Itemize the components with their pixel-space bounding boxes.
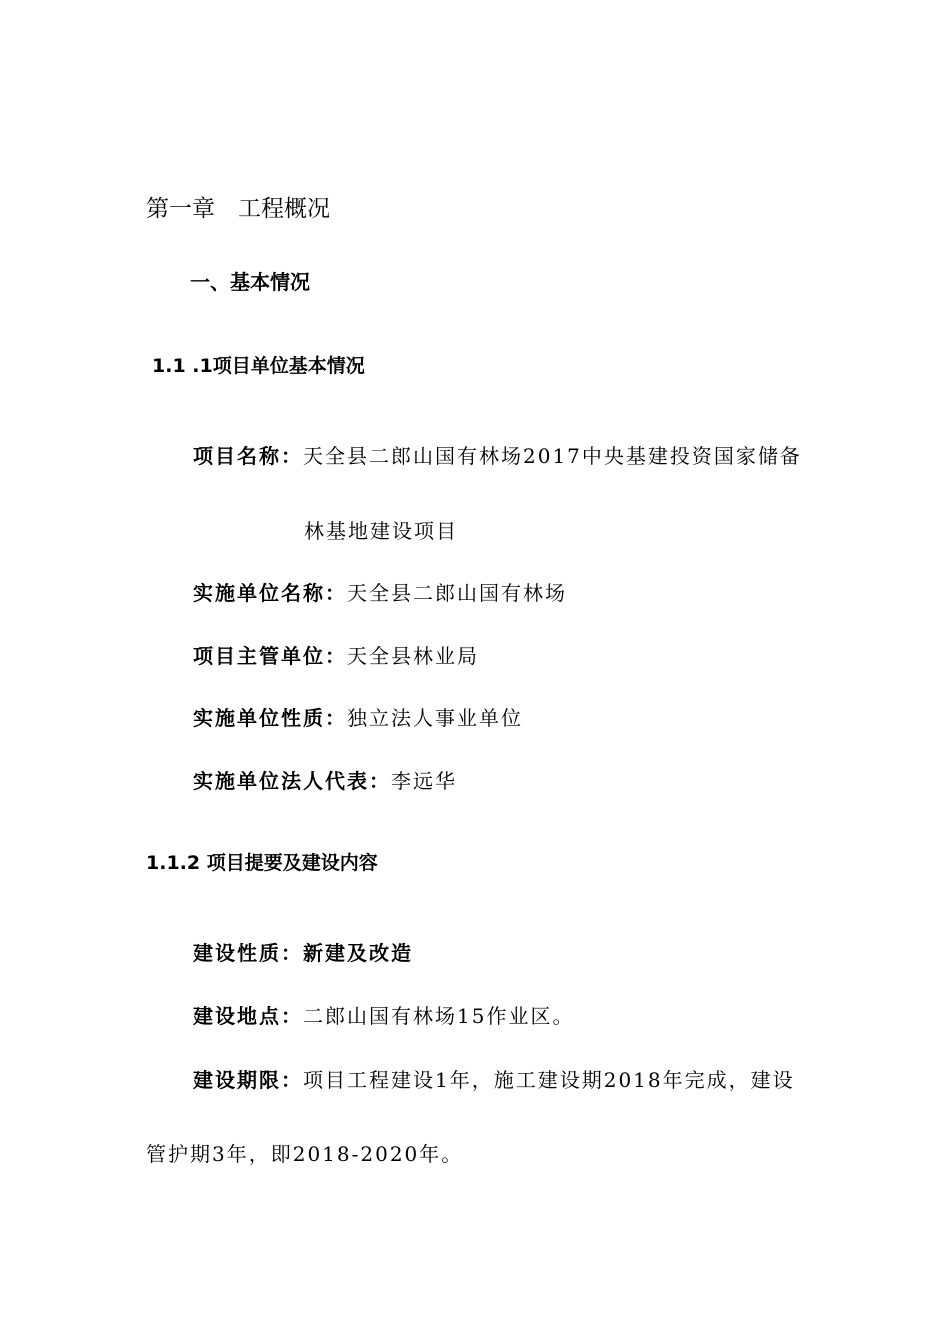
construction-site-label: 建设地点：	[193, 1004, 303, 1028]
construction-site-value: 二郎山国有林场15作业区。	[303, 1004, 575, 1028]
nature-value: 独立法人事业单位	[347, 706, 523, 730]
nature-line	[193, 702, 523, 731]
authority-line	[193, 640, 479, 669]
subsection-heading-1-1-2: 1.1.2 项目提要及建设内容	[146, 852, 378, 874]
construction-type-value: 新建及改造	[303, 941, 413, 965]
chapter-title: 第一章 工程概况	[146, 196, 330, 222]
construction-type-label: 建设性质：	[193, 941, 303, 965]
construction-type-line	[193, 937, 413, 966]
authority-label: 项目主管单位：	[193, 644, 347, 668]
subsection-heading-1-1-1: 1.1 .1项目单位基本情况	[152, 355, 365, 377]
construction-period-value-continued: 管护期3年，即2018-2020年。	[146, 1142, 464, 1166]
legal-rep-value: 李远华	[391, 769, 457, 793]
project-name-value: 天全县二郎山国有林场2017中央基建投资国家储备	[303, 444, 802, 468]
construction-period-line	[193, 1064, 795, 1093]
authority-value: 天全县林业局	[347, 644, 479, 668]
unit-name-value: 天全县二郎山国有林场	[347, 581, 567, 605]
construction-period-value: 项目工程建设1年，施工建设期2018年完成，建设	[303, 1068, 795, 1092]
project-name-label: 项目名称：	[193, 444, 303, 468]
legal-rep-label: 实施单位法人代表：	[193, 769, 391, 793]
legal-rep-line	[193, 765, 457, 794]
construction-site-line	[193, 1000, 574, 1029]
construction-period-label: 建设期限：	[193, 1068, 303, 1092]
project-name-value-continued: 林基地建设项目	[304, 519, 458, 543]
unit-name-line	[193, 577, 567, 606]
nature-label: 实施单位性质：	[193, 706, 347, 730]
unit-name-label: 实施单位名称：	[193, 581, 347, 605]
section-title: 一、基本情况	[190, 270, 310, 294]
project-name-line	[193, 440, 802, 469]
